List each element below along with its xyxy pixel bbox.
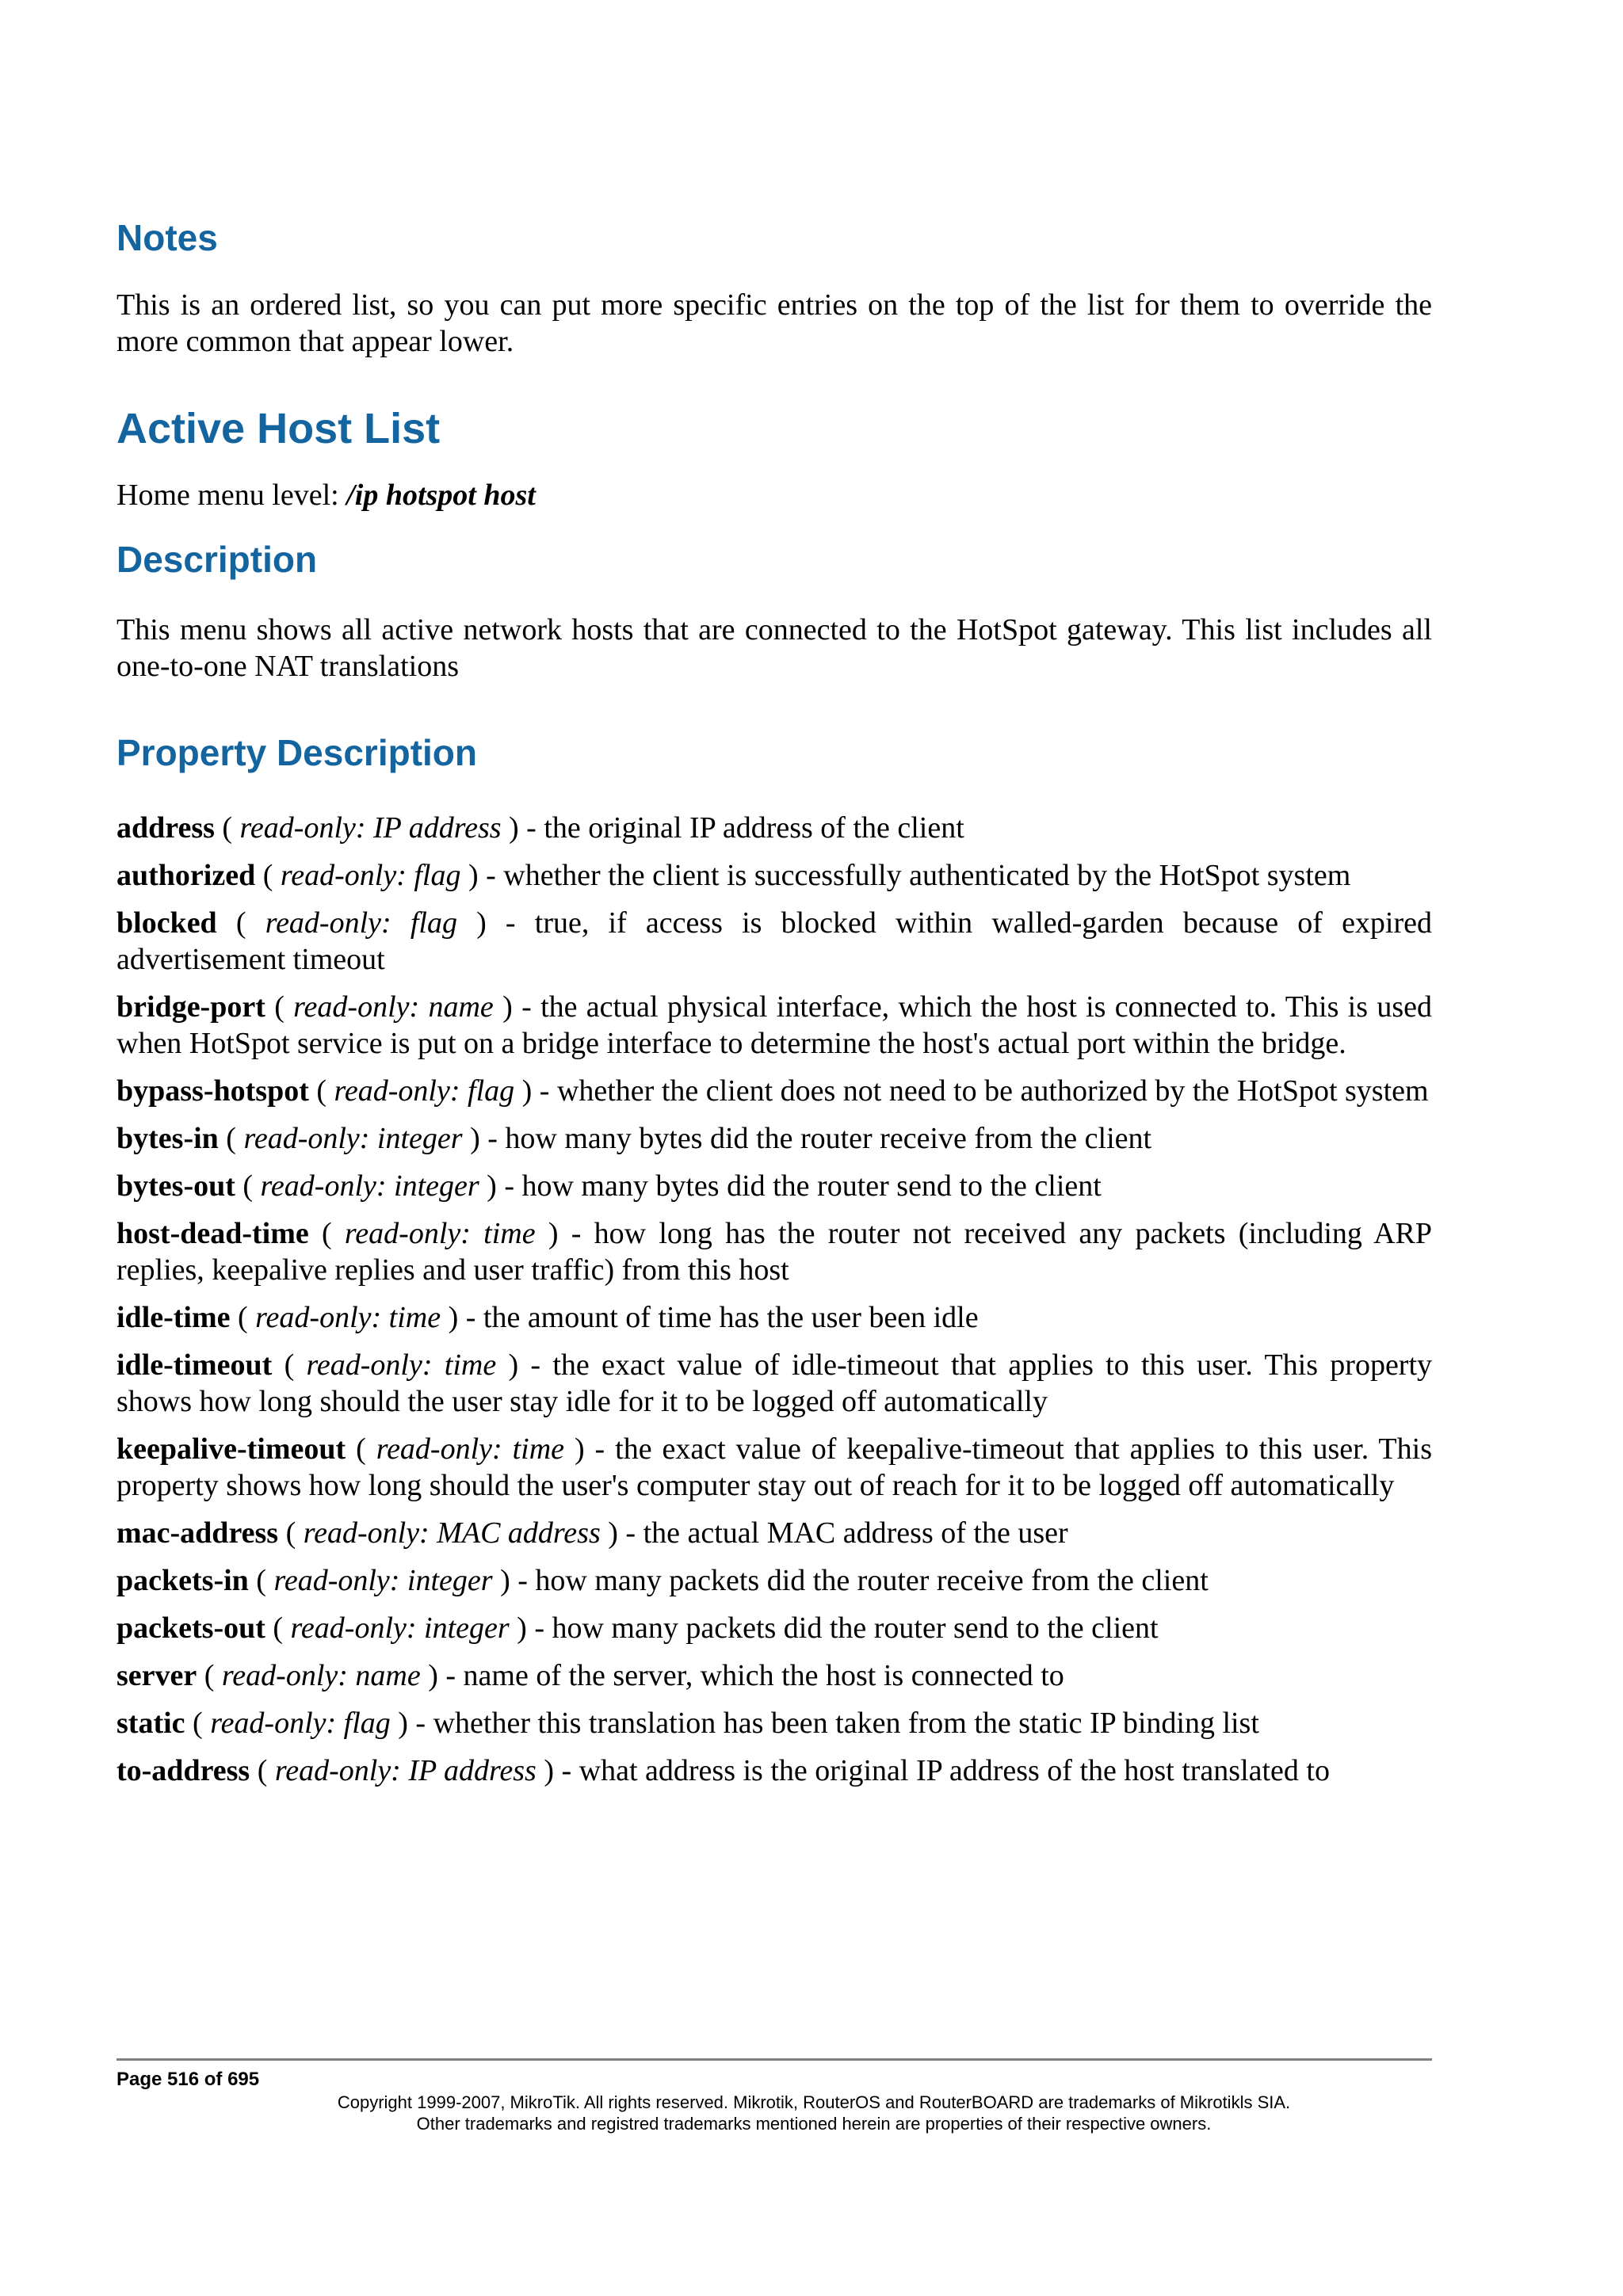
- copyright-line-1: Copyright 1999-2007, MikroTik. All rights reserved. Mikrotik, RouterOS and RouterBOARD are trademarks of Mikrotikls SIA.: [337, 2092, 1291, 2112]
- property-item: host-dead-time ( read-only: time ) - how long has the router not received any packets (including ARP replies, keepalive replies and user traffic) from this host: [116, 1217, 1433, 1287]
- property-type: read-only: integer: [260, 1169, 479, 1203]
- property-type: read-only: MAC address: [303, 1516, 601, 1550]
- property-item: blocked ( read-only: flag ) - true, if access is blocked within walled-garden because of expired advertisement timeout: [116, 906, 1433, 976]
- property-description: the amount of time has the user been idle: [483, 1301, 979, 1334]
- property-type: read-only: time: [376, 1432, 565, 1466]
- property-name: address: [116, 811, 215, 845]
- property-name: bridge-port: [116, 990, 265, 1024]
- menu-level-label: Home menu level:: [116, 479, 347, 512]
- property-name: bytes-in: [116, 1122, 219, 1155]
- property-type: read-only: flag: [265, 906, 457, 940]
- property-name: host-dead-time: [116, 1217, 309, 1250]
- property-description: the actual physical interface, which the host is connected to. This is used when HotSpot service is put on a bridge interface to determine the host's actual port within the bridge.: [116, 990, 1432, 1060]
- page-number: Page 516 of 695: [116, 2069, 260, 2090]
- property-description: how long has the router not received any packets (including ARP replies, keepalive replies and user traffic) from this host: [116, 1217, 1433, 1287]
- property-name: server: [116, 1659, 197, 1692]
- property-description: whether the client is successfully authenticated by the HotSpot system: [503, 859, 1351, 892]
- property-description: what address is the original IP address of the host translated to: [579, 1754, 1330, 1787]
- property-name: mac-address: [116, 1516, 279, 1550]
- property-item: address ( read-only: IP address ) - the original IP address of the client: [116, 811, 964, 845]
- property-name: to-address: [116, 1754, 250, 1787]
- property-item: packets-in ( read-only: integer ) - how many packets did the router receive from the client: [116, 1564, 1209, 1597]
- property-item: idle-timeout ( read-only: time ) - the exact value of idle-timeout that applies to this user. This property shows how long should the user stay idle for it to be logged off automatically: [116, 1348, 1433, 1418]
- property-item: static ( read-only: flag ) - whether this translation has been taken from the static IP binding list: [116, 1707, 1259, 1740]
- property-name: authorized: [116, 859, 256, 892]
- property-name: bypass-hotspot: [116, 1074, 309, 1108]
- property-description: how many bytes did the router receive from the client: [505, 1122, 1152, 1155]
- property-description: whether this translation has been taken from the static IP binding list: [433, 1707, 1259, 1740]
- property-item: authorized ( read-only: flag ) - whether the client is successfully authenticated by the HotSpot system: [116, 859, 1351, 892]
- property-description: the actual MAC address of the user: [643, 1516, 1068, 1550]
- property-description: whether the client does not need to be authorized by the HotSpot system: [556, 1074, 1429, 1108]
- property-type: read-only: integer: [243, 1122, 463, 1155]
- property-description: how many packets did the router send to the client: [552, 1611, 1159, 1645]
- property-type: read-only: time: [344, 1217, 536, 1250]
- property-name: bytes-out: [116, 1169, 235, 1203]
- property-item: bytes-in ( read-only: integer ) - how many bytes did the router receive from the client: [116, 1122, 1152, 1155]
- property-type: read-only: flag: [334, 1074, 515, 1108]
- property-type: read-only: flag: [280, 859, 461, 892]
- description-heading: Description: [116, 539, 318, 580]
- property-item: bridge-port ( read-only: name ) - the actual physical interface, which the host is connected to. This is used when HotSpot service is put on a bridge interface to determine the host's actual port within the bridge.: [116, 990, 1432, 1060]
- menu-level: [116, 477, 1432, 513]
- property-type: read-only: time: [255, 1301, 441, 1334]
- property-description: the exact value of keepalive-timeout that applies to this user. This property shows how long should the user's computer stay out of reach for it to be logged off automatically: [116, 1432, 1432, 1502]
- property-item: keepalive-timeout ( read-only: time ) - the exact value of keepalive-timeout that applies to this user. This property shows how long should the user's computer stay out of reach for it to be logged off automatically: [116, 1432, 1432, 1502]
- property-name: idle-time: [116, 1301, 231, 1334]
- property-item: to-address ( read-only: IP address ) - what address is the original IP address of the host translated to: [116, 1754, 1330, 1787]
- property-name: blocked: [116, 906, 217, 940]
- property-item: mac-address ( read-only: MAC address ) - the actual MAC address of the user: [116, 1516, 1068, 1550]
- description-text: This menu shows all active network hosts that are connected to the HotSpot gateway. This list includes all one-to-one NAT translations: [116, 613, 1432, 683]
- property-type: read-only: name: [221, 1659, 421, 1692]
- property-item: idle-time ( read-only: time ) - the amount of time has the user been idle: [116, 1301, 979, 1334]
- property-description: how many packets did the router receive from the client: [535, 1564, 1209, 1597]
- footer-copyright: [116, 2092, 1511, 2134]
- page-content: [116, 214, 1432, 1800]
- property-description: how many bytes did the router send to the client: [521, 1169, 1102, 1203]
- property-type: read-only: IP address: [274, 1754, 537, 1787]
- notes-text: This is an ordered list, so you can put more specific entries on the top of the list for them to override the more common that appear lower.: [116, 288, 1432, 358]
- property-type: read-only: IP address: [239, 811, 502, 845]
- property-description: true, if access is blocked within walled-garden because of expired advertisement timeout: [116, 906, 1433, 976]
- copyright-line-2: Other trademarks and registred trademarks mentioned herein are properties of their respective owners.: [416, 2114, 1212, 2134]
- property-item: server ( read-only: name ) - name of the server, which the host is connected to: [116, 1659, 1064, 1692]
- property-description: the exact value of idle-timeout that applies to this user. This property shows how long should the user stay idle for it to be logged off automatically: [116, 1348, 1433, 1418]
- active-host-list-heading: Active Host List: [116, 405, 441, 452]
- property-name: static: [116, 1707, 185, 1740]
- menu-path: /ip hotspot host: [346, 479, 536, 512]
- property-name: packets-in: [116, 1564, 249, 1597]
- property-name: packets-out: [116, 1611, 265, 1645]
- notes-heading: Notes: [116, 217, 218, 258]
- property-item: bypass-hotspot ( read-only: flag ) - whether the client does not need to be authorized by the HotSpot system: [116, 1074, 1429, 1108]
- property-type: read-only: integer: [273, 1564, 493, 1597]
- property-type: read-only: time: [306, 1348, 497, 1382]
- property-description: the original IP address of the client: [544, 811, 964, 845]
- footer-divider: [116, 2058, 1432, 2061]
- property-item: packets-out ( read-only: integer ) - how many packets did the router send to the client: [116, 1611, 1159, 1645]
- property-description: name of the server, which the host is connected to: [463, 1659, 1064, 1692]
- property-item: bytes-out ( read-only: integer ) - how many bytes did the router send to the client: [116, 1169, 1102, 1203]
- property-type: read-only: flag: [210, 1707, 391, 1740]
- property-type: read-only: name: [293, 990, 494, 1024]
- property-name: idle-timeout: [116, 1348, 273, 1382]
- property-type: read-only: integer: [290, 1611, 510, 1645]
- property-list: [116, 810, 1432, 1789]
- property-name: keepalive-timeout: [116, 1432, 346, 1466]
- property-description-heading: Property Description: [116, 732, 477, 773]
